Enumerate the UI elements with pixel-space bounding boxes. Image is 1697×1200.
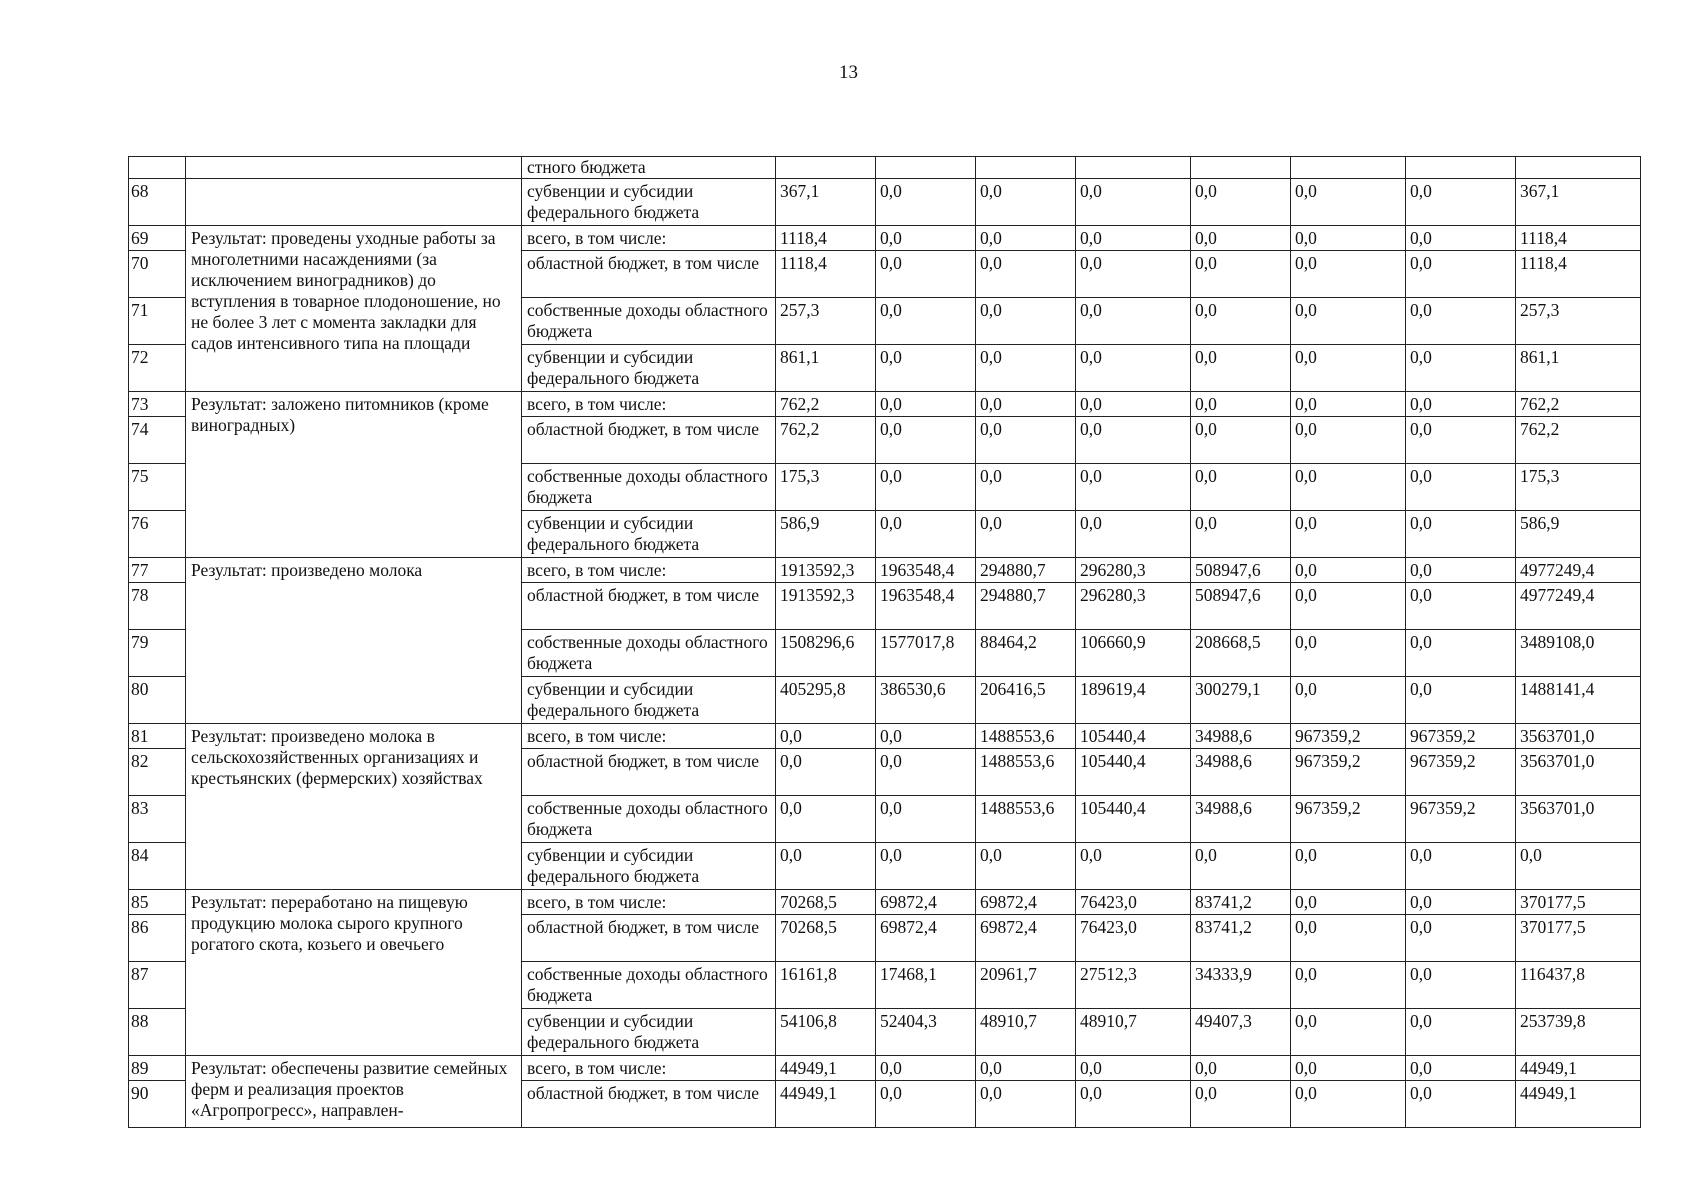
value-cell: 0,0 (1291, 392, 1406, 417)
value-cell: 0,0 (1191, 511, 1291, 558)
value-cell: 0,0 (1406, 843, 1516, 890)
value-cell: 0,0 (1291, 179, 1406, 226)
value-cell: 0,0 (876, 511, 976, 558)
funding-source: субвенции и субсидии федерального бюджета (522, 511, 776, 558)
total-value-cell (1516, 157, 1641, 179)
value-cell: 0,0 (876, 345, 976, 392)
funding-source: областной бюджет, в том числе (522, 915, 776, 962)
value-cell: 1118,4 (776, 251, 876, 298)
value-cell: 586,9 (776, 511, 876, 558)
table-row (129, 558, 1641, 583)
value-cell: 69872,4 (976, 890, 1076, 915)
total-value-cell: 586,9 (1516, 511, 1641, 558)
value-cell: 1577017,8 (876, 630, 976, 677)
total-value-cell: 4977249,4 (1516, 583, 1641, 630)
value-cell: 0,0 (1076, 298, 1191, 345)
value-cell: 1963548,4 (876, 583, 976, 630)
funding-source: собственные доходы областного бюджета (522, 962, 776, 1009)
value-cell: 0,0 (1406, 583, 1516, 630)
table-row (129, 1056, 1641, 1081)
value-cell: 44949,1 (776, 1056, 876, 1081)
value-cell: 0,0 (876, 749, 976, 796)
value-cell: 0,0 (976, 1056, 1076, 1081)
value-cell: 0,0 (976, 511, 1076, 558)
value-cell: 967359,2 (1406, 724, 1516, 749)
value-cell: 106660,9 (1076, 630, 1191, 677)
funding-source: собственные доходы областного бюджета (522, 464, 776, 511)
row-number: 80 (129, 677, 186, 724)
result-description: Результат: заложено питомников (кроме виноградных) (186, 392, 522, 558)
budget-table-body (129, 157, 1641, 1128)
value-cell: 386530,6 (876, 677, 976, 724)
value-cell: 0,0 (1191, 1056, 1291, 1081)
value-cell: 1508296,6 (776, 630, 876, 677)
table-row (129, 724, 1641, 749)
value-cell: 0,0 (976, 226, 1076, 251)
value-cell: 861,1 (776, 345, 876, 392)
value-cell: 0,0 (976, 298, 1076, 345)
total-value-cell: 4977249,4 (1516, 558, 1641, 583)
result-description: Результат: переработано на пищевую продукцию молока сырого крупного рогатого скота, козьего и овечьего (186, 890, 522, 1056)
total-value-cell: 861,1 (1516, 345, 1641, 392)
funding-source: всего, в том числе: (522, 226, 776, 251)
total-value-cell: 1118,4 (1516, 226, 1641, 251)
value-cell: 967359,2 (1291, 724, 1406, 749)
value-cell: 0,0 (1076, 843, 1191, 890)
value-cell: 1488553,6 (976, 724, 1076, 749)
value-cell: 0,0 (876, 843, 976, 890)
value-cell: 0,0 (1291, 630, 1406, 677)
value-cell: 44949,1 (776, 1081, 876, 1128)
funding-source: субвенции и субсидии федерального бюджета (522, 677, 776, 724)
value-cell: 175,3 (776, 464, 876, 511)
value-cell: 257,3 (776, 298, 876, 345)
funding-source: областной бюджет, в том числе (522, 251, 776, 298)
table-row (129, 157, 1641, 179)
value-cell: 189619,4 (1076, 677, 1191, 724)
value-cell: 0,0 (1406, 251, 1516, 298)
page-number: 13 (839, 62, 858, 83)
value-cell: 0,0 (1406, 630, 1516, 677)
value-cell: 0,0 (1291, 843, 1406, 890)
total-value-cell: 257,3 (1516, 298, 1641, 345)
funding-source: всего, в том числе: (522, 890, 776, 915)
row-number: 70 (129, 251, 186, 298)
row-number: 72 (129, 345, 186, 392)
total-value-cell: 367,1 (1516, 179, 1641, 226)
funding-source: собственные доходы областного бюджета (522, 796, 776, 843)
row-number: 90 (129, 1081, 186, 1128)
total-value-cell: 3563701,0 (1516, 749, 1641, 796)
value-cell: 20961,7 (976, 962, 1076, 1009)
row-number: 79 (129, 630, 186, 677)
value-cell: 52404,3 (876, 1009, 976, 1056)
funding-source: собственные доходы областного бюджета (522, 298, 776, 345)
result-description: Результат: произведено молока (186, 558, 522, 724)
funding-source: субвенции и субсидии федерального бюджета (522, 345, 776, 392)
value-cell: 0,0 (1291, 677, 1406, 724)
value-cell: 296280,3 (1076, 558, 1191, 583)
value-cell: 0,0 (1291, 226, 1406, 251)
value-cell: 0,0 (1291, 583, 1406, 630)
value-cell: 0,0 (976, 345, 1076, 392)
value-cell: 0,0 (1406, 890, 1516, 915)
funding-source: всего, в том числе: (522, 1056, 776, 1081)
value-cell: 508947,6 (1191, 583, 1291, 630)
funding-source: всего, в том числе: (522, 558, 776, 583)
value-cell: 0,0 (1291, 1009, 1406, 1056)
value-cell: 1913592,3 (776, 558, 876, 583)
row-number: 78 (129, 583, 186, 630)
value-cell: 0,0 (1191, 251, 1291, 298)
value-cell: 1488553,6 (976, 749, 1076, 796)
value-cell: 0,0 (1191, 1081, 1291, 1128)
value-cell: 0,0 (1406, 1056, 1516, 1081)
funding-source: стного бюджета (522, 157, 776, 179)
row-number: 87 (129, 962, 186, 1009)
value-cell: 0,0 (776, 724, 876, 749)
value-cell: 69872,4 (876, 915, 976, 962)
value-cell: 0,0 (976, 251, 1076, 298)
funding-source: областной бюджет, в том числе (522, 417, 776, 464)
value-cell (776, 157, 876, 179)
result-description: Результат: обеспечены развитие семейных ферм и реализация проектов «Агропрогресс», направлен- (186, 1056, 522, 1128)
value-cell: 0,0 (1406, 392, 1516, 417)
funding-source: областной бюджет, в том числе (522, 1081, 776, 1128)
total-value-cell: 44949,1 (1516, 1081, 1641, 1128)
table-row (129, 392, 1641, 417)
value-cell: 1913592,3 (776, 583, 876, 630)
value-cell: 105440,4 (1076, 749, 1191, 796)
value-cell: 1118,4 (776, 226, 876, 251)
value-cell: 0,0 (1076, 251, 1191, 298)
total-value-cell: 175,3 (1516, 464, 1641, 511)
value-cell: 0,0 (1406, 226, 1516, 251)
value-cell: 1963548,4 (876, 558, 976, 583)
value-cell: 0,0 (976, 392, 1076, 417)
value-cell (1406, 157, 1516, 179)
total-value-cell: 116437,8 (1516, 962, 1641, 1009)
value-cell: 54106,8 (776, 1009, 876, 1056)
total-value-cell: 1488141,4 (1516, 677, 1641, 724)
value-cell: 405295,8 (776, 677, 876, 724)
value-cell: 0,0 (1291, 464, 1406, 511)
value-cell: 762,2 (776, 392, 876, 417)
value-cell: 0,0 (1191, 392, 1291, 417)
value-cell: 0,0 (976, 417, 1076, 464)
table-row (129, 890, 1641, 915)
row-number: 82 (129, 749, 186, 796)
budget-table (128, 156, 1641, 1128)
row-number: 71 (129, 298, 186, 345)
result-description: Результат: проведены уходные работы за многолетними насаждениями (за исключением виноградников) до вступления в товарное плодоношение, но не более 3 лет с момента закладки для садов интенсивного типа на площади (186, 226, 522, 392)
total-value-cell: 370177,5 (1516, 890, 1641, 915)
value-cell: 0,0 (1076, 226, 1191, 251)
row-number: 83 (129, 796, 186, 843)
value-cell: 0,0 (876, 179, 976, 226)
value-cell: 0,0 (776, 749, 876, 796)
row-number: 69 (129, 226, 186, 251)
value-cell: 17468,1 (876, 962, 976, 1009)
value-cell: 34988,6 (1191, 796, 1291, 843)
value-cell: 105440,4 (1076, 796, 1191, 843)
total-value-cell: 253739,8 (1516, 1009, 1641, 1056)
value-cell: 0,0 (1191, 179, 1291, 226)
row-number: 68 (129, 179, 186, 226)
value-cell: 0,0 (1076, 1056, 1191, 1081)
value-cell: 0,0 (876, 796, 976, 843)
funding-source: субвенции и субсидии федерального бюджета (522, 843, 776, 890)
value-cell: 0,0 (1076, 464, 1191, 511)
value-cell: 967359,2 (1291, 749, 1406, 796)
value-cell: 967359,2 (1291, 796, 1406, 843)
value-cell: 0,0 (1291, 1081, 1406, 1128)
result-description: Результат: произведено молока в сельскохозяйственных организациях и крестьянских (фермерских) хозяйствах (186, 724, 522, 890)
value-cell: 0,0 (976, 1081, 1076, 1128)
total-value-cell: 370177,5 (1516, 915, 1641, 962)
total-value-cell: 3563701,0 (1516, 724, 1641, 749)
value-cell: 0,0 (876, 1056, 976, 1081)
value-cell: 294880,7 (976, 558, 1076, 583)
value-cell: 76423,0 (1076, 915, 1191, 962)
value-cell: 34333,9 (1191, 962, 1291, 1009)
value-cell: 0,0 (876, 417, 976, 464)
row-number (129, 157, 186, 179)
value-cell: 0,0 (1191, 843, 1291, 890)
value-cell: 0,0 (1076, 417, 1191, 464)
row-number: 81 (129, 724, 186, 749)
value-cell: 0,0 (1191, 417, 1291, 464)
value-cell: 0,0 (1406, 417, 1516, 464)
value-cell: 48910,7 (976, 1009, 1076, 1056)
row-number: 84 (129, 843, 186, 890)
value-cell: 0,0 (1291, 298, 1406, 345)
value-cell: 206416,5 (976, 677, 1076, 724)
value-cell: 0,0 (1076, 511, 1191, 558)
value-cell: 83741,2 (1191, 915, 1291, 962)
value-cell: 34988,6 (1191, 749, 1291, 796)
value-cell (1076, 157, 1191, 179)
value-cell: 0,0 (876, 298, 976, 345)
budget-table-container (128, 156, 1641, 1128)
total-value-cell: 3489108,0 (1516, 630, 1641, 677)
value-cell: 105440,4 (1076, 724, 1191, 749)
funding-source: субвенции и субсидии федерального бюджета (522, 1009, 776, 1056)
value-cell: 0,0 (1291, 345, 1406, 392)
value-cell: 0,0 (1291, 558, 1406, 583)
value-cell: 0,0 (1076, 392, 1191, 417)
value-cell: 508947,6 (1191, 558, 1291, 583)
value-cell: 0,0 (1406, 179, 1516, 226)
value-cell: 0,0 (976, 843, 1076, 890)
value-cell: 16161,8 (776, 962, 876, 1009)
value-cell: 367,1 (776, 179, 876, 226)
funding-source: всего, в том числе: (522, 724, 776, 749)
value-cell: 0,0 (1406, 345, 1516, 392)
value-cell: 762,2 (776, 417, 876, 464)
row-number: 74 (129, 417, 186, 464)
value-cell (976, 157, 1076, 179)
value-cell: 83741,2 (1191, 890, 1291, 915)
value-cell: 48910,7 (1076, 1009, 1191, 1056)
value-cell: 0,0 (1406, 558, 1516, 583)
value-cell: 0,0 (1076, 1081, 1191, 1128)
value-cell: 0,0 (1191, 226, 1291, 251)
row-number: 73 (129, 392, 186, 417)
row-number: 89 (129, 1056, 186, 1081)
value-cell: 76423,0 (1076, 890, 1191, 915)
value-cell: 0,0 (1291, 511, 1406, 558)
row-number: 76 (129, 511, 186, 558)
value-cell: 967359,2 (1406, 749, 1516, 796)
funding-source: субвенции и субсидии федерального бюджета (522, 179, 776, 226)
value-cell: 1488553,6 (976, 796, 1076, 843)
value-cell: 69872,4 (876, 890, 976, 915)
value-cell: 0,0 (1076, 179, 1191, 226)
value-cell: 0,0 (876, 392, 976, 417)
total-value-cell: 762,2 (1516, 417, 1641, 464)
value-cell: 0,0 (876, 226, 976, 251)
value-cell: 0,0 (1406, 677, 1516, 724)
value-cell: 0,0 (776, 843, 876, 890)
value-cell: 0,0 (876, 724, 976, 749)
value-cell: 967359,2 (1406, 796, 1516, 843)
value-cell: 0,0 (1406, 298, 1516, 345)
funding-source: всего, в том числе: (522, 392, 776, 417)
total-value-cell: 0,0 (1516, 843, 1641, 890)
value-cell: 0,0 (1191, 345, 1291, 392)
value-cell: 294880,7 (976, 583, 1076, 630)
value-cell: 0,0 (876, 1081, 976, 1128)
value-cell: 0,0 (776, 796, 876, 843)
total-value-cell: 762,2 (1516, 392, 1641, 417)
value-cell: 0,0 (1406, 915, 1516, 962)
funding-source: областной бюджет, в том числе (522, 583, 776, 630)
value-cell: 0,0 (1291, 417, 1406, 464)
value-cell: 0,0 (1291, 890, 1406, 915)
row-number: 88 (129, 1009, 186, 1056)
value-cell: 0,0 (1406, 511, 1516, 558)
value-cell: 0,0 (976, 464, 1076, 511)
value-cell: 0,0 (976, 179, 1076, 226)
value-cell: 49407,3 (1191, 1009, 1291, 1056)
row-number: 86 (129, 915, 186, 962)
row-number: 85 (129, 890, 186, 915)
value-cell: 70268,5 (776, 915, 876, 962)
value-cell: 0,0 (1191, 298, 1291, 345)
table-row (129, 179, 1641, 226)
row-number: 77 (129, 558, 186, 583)
value-cell (876, 157, 976, 179)
value-cell: 0,0 (876, 251, 976, 298)
row-number: 75 (129, 464, 186, 511)
value-cell: 296280,3 (1076, 583, 1191, 630)
value-cell: 69872,4 (976, 915, 1076, 962)
value-cell: 27512,3 (1076, 962, 1191, 1009)
value-cell: 0,0 (1406, 464, 1516, 511)
value-cell: 70268,5 (776, 890, 876, 915)
table-row (129, 226, 1641, 251)
funding-source: собственные доходы областного бюджета (522, 630, 776, 677)
value-cell: 208668,5 (1191, 630, 1291, 677)
value-cell (1191, 157, 1291, 179)
value-cell: 0,0 (1076, 345, 1191, 392)
total-value-cell: 3563701,0 (1516, 796, 1641, 843)
total-value-cell: 44949,1 (1516, 1056, 1641, 1081)
value-cell (1291, 157, 1406, 179)
value-cell: 34988,6 (1191, 724, 1291, 749)
value-cell: 0,0 (1291, 251, 1406, 298)
value-cell: 0,0 (1191, 464, 1291, 511)
funding-source: областной бюджет, в том числе (522, 749, 776, 796)
value-cell: 0,0 (876, 464, 976, 511)
value-cell: 0,0 (1406, 1081, 1516, 1128)
value-cell: 0,0 (1291, 1056, 1406, 1081)
value-cell: 0,0 (1406, 962, 1516, 1009)
value-cell: 0,0 (1291, 915, 1406, 962)
total-value-cell: 1118,4 (1516, 251, 1641, 298)
value-cell: 0,0 (1406, 1009, 1516, 1056)
result-description (186, 179, 522, 226)
value-cell: 88464,2 (976, 630, 1076, 677)
value-cell: 0,0 (1291, 962, 1406, 1009)
result-description (186, 157, 522, 179)
value-cell: 300279,1 (1191, 677, 1291, 724)
